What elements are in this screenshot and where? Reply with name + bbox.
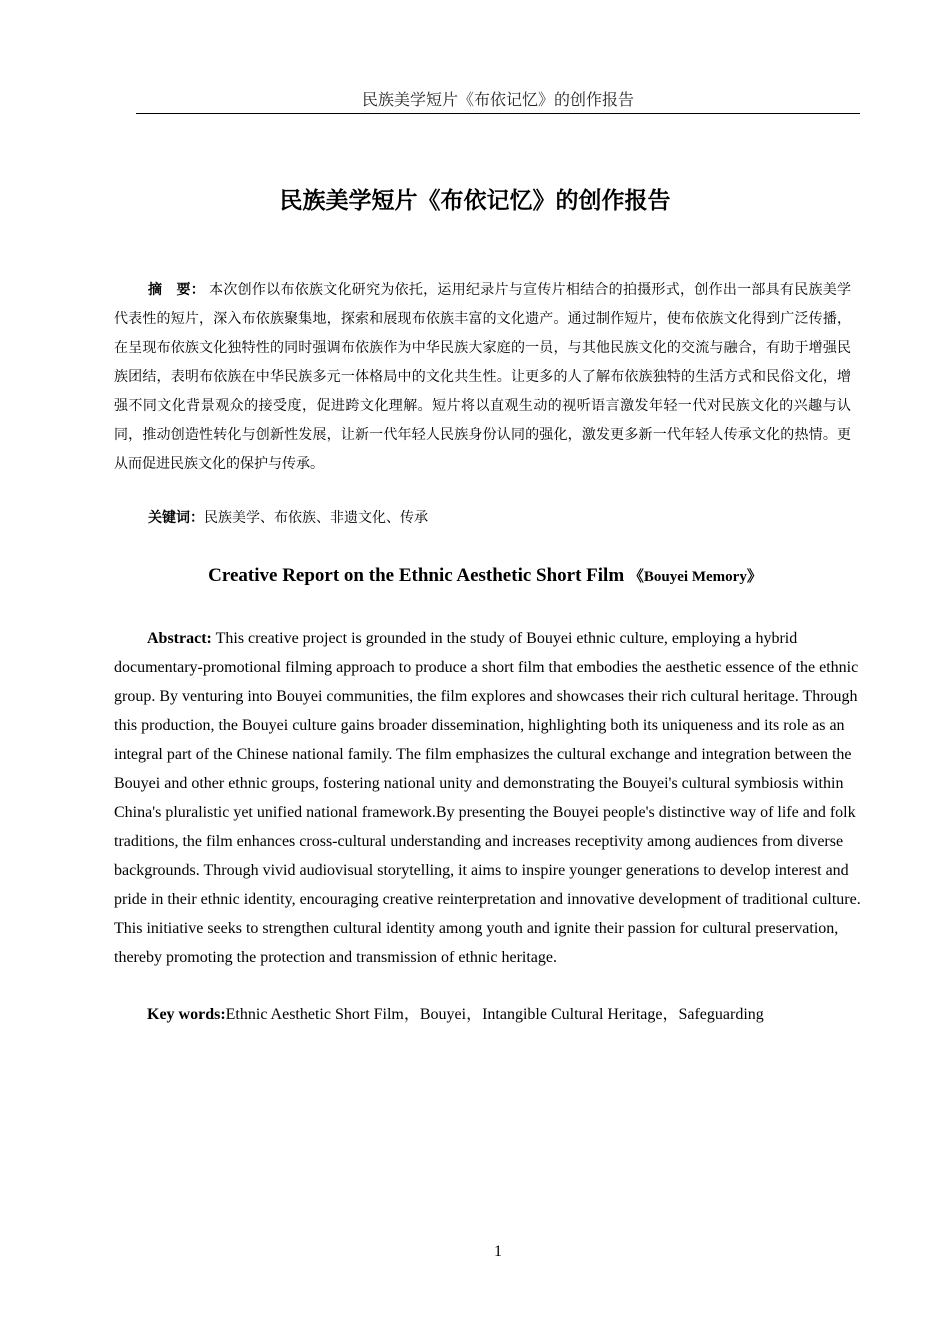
title-english-film: 《Bouyei Memory》 (628, 569, 762, 585)
keywords-english-text: Ethnic Aesthetic Short Film，Bouyei，Intangible Cultural Heritage，Safeguarding (225, 1006, 764, 1023)
title-english-main: Creative Report on the Ethnic Aesthetic Short Film (208, 565, 625, 586)
keywords-chinese (148, 505, 848, 531)
abstract-chinese (114, 276, 851, 479)
keywords-english-label: Key words: (147, 1006, 226, 1023)
keywords-english (147, 1000, 867, 1029)
keywords-chinese-text: 民族美学、布依族、非遗文化、传承 (204, 510, 428, 526)
title-chinese: 民族美学短片《布依记忆》的创作报告 (279, 188, 671, 214)
abstract-chinese-text: 本次创作以布依族文化研究为依托，运用纪录片与宣传片相结合的拍摄形式，创作出一部具有民族美学代表性的短片，深入布依族聚集地，探索和展现布依族丰富的文化遗产。通过制作短片，使布依族文化得到广泛传播，在呈现布依族文化独特性的同时强调布依族作为中华民族大家庭的一员，与其他民族文化的交流与融合，有助于增强民族团结，表明布依族在中华民族多元一体格局中的文化共生性。让更多的人了解布依族独特的生活方式和民俗文化，增强不同文化背景观众的接受度，促进跨文化理解。短片将以直观生动的视听语言激发年轻一代对民族文化的兴趣与认同，推动创造性转化与创新性发展，让新一代年轻人民族身份认同的强化，激发更多新一代年轻人传承文化的热情。更从而促进民族文化的保护与传承。 (114, 282, 852, 472)
running-header: 民族美学短片《布依记忆》的创作报告 (136, 88, 860, 114)
abstract-english-text: This creative project is grounded in the study of Bouyei ethnic culture, employing a hybrid documentary-promotional filming approach to produce a short film that embodies the aesthetic essence of the ethnic group. By venturing into Bouyei communities, the film explores and showcases their rich cultural heritage. Through this production, the Bouyei culture gains broader dissemination, highlighting both its uniqueness and its role as an integral part of the Chinese national family. The film emphasizes the cultural exchange and integration between the Bouyei and other ethnic groups, fostering national unity and demonstrating the Bouyei's cultural symbiosis within China's pluralistic yet unified national framework.By presenting the Bouyei people's distinctive way of life and folk traditions, the film enhances cross-cultural understanding and increases receptivity among audiences from diverse backgrounds. Through vivid audiovisual storytelling, it aims to inspire younger generations to develop interest and pride in their ethnic identity, encouraging creative reinterpretation and innovative development of traditional culture. This initiative seeks to strengthen cultural identity among youth and ignite their passion for cultural preservation, thereby promoting the protection and transmission of ethnic heritage. (114, 630, 861, 966)
abstract-english-label: Abstract: (147, 630, 212, 647)
abstract-chinese-label: 摘 要： (148, 282, 206, 298)
title-english (0, 562, 950, 591)
abstract-english (114, 624, 862, 972)
keywords-chinese-label: 关键词： (148, 510, 204, 526)
page-number: 1 (494, 1243, 502, 1260)
